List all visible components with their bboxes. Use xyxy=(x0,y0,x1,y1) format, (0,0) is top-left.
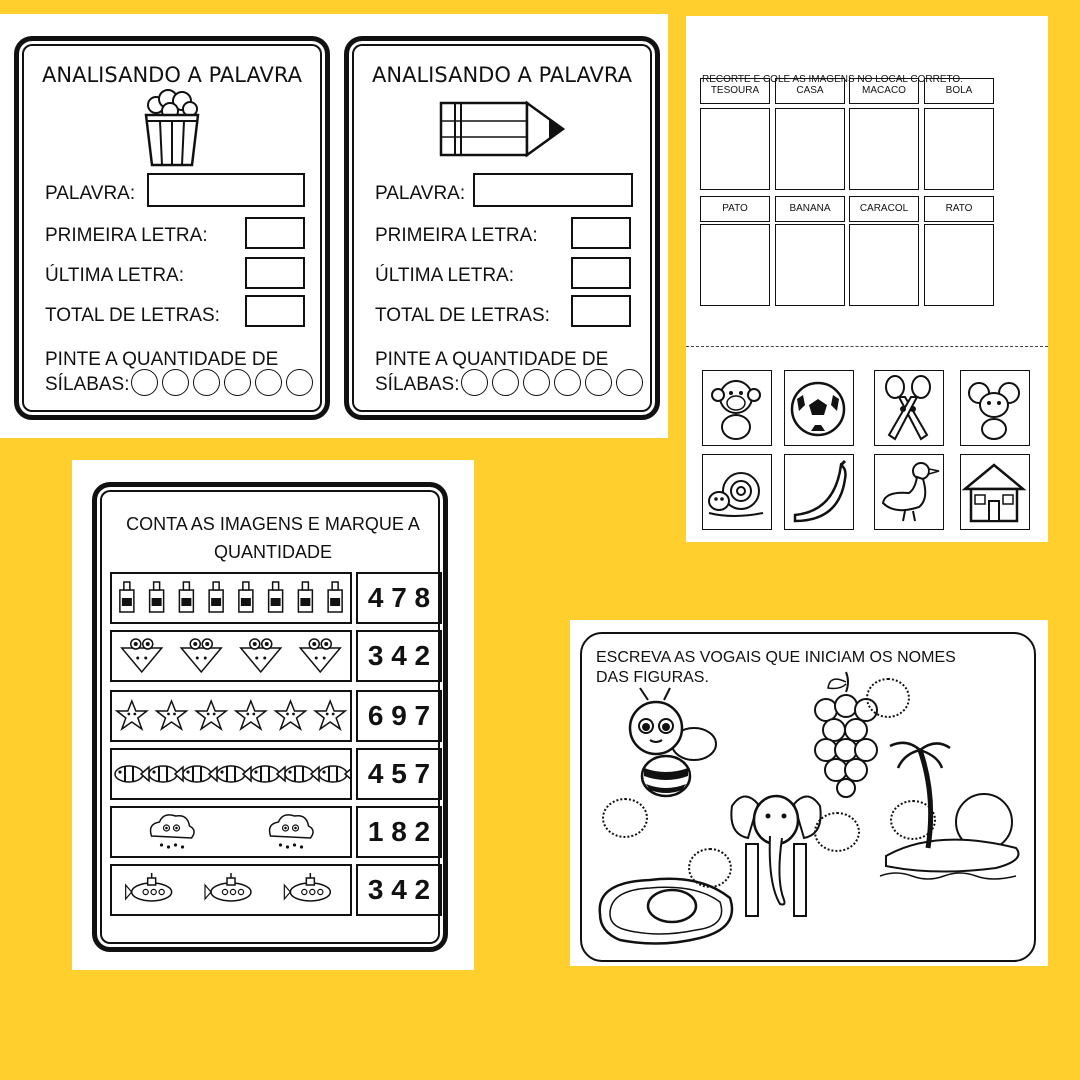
monkey-icon[interactable] xyxy=(702,370,772,446)
soccer-ball-icon[interactable] xyxy=(784,370,854,446)
ultima-letra-field[interactable] xyxy=(245,257,305,289)
total-letras-label: TOTAL DE LETRAS: xyxy=(375,305,550,326)
silabas-label: SÍLABAS: xyxy=(45,374,130,395)
clownfish-icon xyxy=(217,766,251,782)
option[interactable]: 5 xyxy=(391,758,407,789)
conta-title-line1: CONTA AS IMAGENS E MARQUE A xyxy=(126,514,420,534)
paste-cell-banana[interactable] xyxy=(775,224,845,306)
analisando-card-popcorn xyxy=(14,36,330,420)
option[interactable]: 9 xyxy=(391,700,407,731)
starfish-icon xyxy=(196,701,226,729)
vowel-circle-grapes[interactable] xyxy=(866,678,910,718)
option[interactable]: 8 xyxy=(391,816,407,847)
count-options-submarine[interactable] xyxy=(356,864,442,916)
total-letras-label: TOTAL DE LETRAS: xyxy=(45,305,220,326)
primeira-letra-field[interactable] xyxy=(571,217,631,249)
snail-icon[interactable] xyxy=(702,454,772,530)
vowel-circle-island[interactable] xyxy=(890,800,936,840)
watermelon-icon xyxy=(241,639,281,672)
scissors-icon[interactable] xyxy=(874,370,944,446)
label-bola: BOLA xyxy=(924,78,994,104)
house-icon[interactable] xyxy=(960,454,1030,530)
option[interactable]: 7 xyxy=(391,582,407,613)
option[interactable]: 7 xyxy=(414,758,431,789)
starfish-icon xyxy=(157,701,187,729)
primeira-letra-label: PRIMEIRA LETRA: xyxy=(45,225,208,246)
silabas-circles[interactable] xyxy=(131,369,313,396)
label-tesoura: TESOURA xyxy=(700,78,770,104)
conta-title xyxy=(72,510,474,566)
elephant-icon xyxy=(728,784,824,929)
conta-title-line2: QUANTIDADE xyxy=(213,542,332,562)
analisando-card-pencil xyxy=(344,36,660,420)
clownfish-icon xyxy=(183,766,217,782)
primeira-letra-label: PRIMEIRA LETRA: xyxy=(375,225,538,246)
vogais-instruction-line2: DAS FIGURAS. xyxy=(596,669,709,686)
option[interactable]: 3 xyxy=(367,874,384,905)
paste-cell-pato[interactable] xyxy=(700,224,770,306)
paste-cell-caracol[interactable] xyxy=(849,224,919,306)
option[interactable]: 8 xyxy=(414,582,431,613)
card-title: ANALISANDO A PALAVRA xyxy=(42,63,302,87)
submarine-icon xyxy=(284,873,330,901)
label-rato: RATO xyxy=(924,196,994,222)
count-options-clownfish[interactable] xyxy=(356,748,442,800)
cloud-icon xyxy=(270,815,314,849)
option[interactable]: 6 xyxy=(367,700,384,731)
option[interactable]: 4 xyxy=(367,758,384,789)
silabas-label: SÍLABAS: xyxy=(375,374,460,395)
watermelon-icon xyxy=(300,639,340,672)
clownfish-icon xyxy=(251,766,285,782)
glue-icon xyxy=(120,582,134,612)
primeira-letra-field[interactable] xyxy=(245,217,305,249)
count-strip-watermelon xyxy=(110,630,352,682)
cloud-icon xyxy=(151,815,195,849)
label-macaco: MACACO xyxy=(849,78,919,104)
palavra-field[interactable] xyxy=(473,173,633,207)
vogais-sheet xyxy=(570,620,1048,966)
total-letras-field[interactable] xyxy=(245,295,305,327)
palavra-label: PALAVRA: xyxy=(375,183,466,204)
glue-icon xyxy=(328,582,342,612)
cut-line xyxy=(686,346,1048,347)
watermelon-icon xyxy=(181,639,221,672)
card-title: ANALISANDO A PALAVRA xyxy=(372,63,632,87)
label-casa: CASA xyxy=(775,78,845,104)
starfish-icon xyxy=(236,701,266,729)
glue-icon xyxy=(179,582,193,612)
count-strip-glue xyxy=(110,572,352,624)
submarine-icon xyxy=(205,873,251,901)
starfish-icon xyxy=(276,701,306,729)
ultima-letra-field[interactable] xyxy=(571,257,631,289)
silabas-circles[interactable] xyxy=(461,369,643,396)
popcorn-icon xyxy=(140,87,204,172)
label-caracol: CARACOL xyxy=(849,196,919,222)
clownfish-icon xyxy=(285,766,319,782)
starfish-icon xyxy=(315,701,345,729)
paste-cell-casa[interactable] xyxy=(775,108,845,190)
glue-icon xyxy=(298,582,312,612)
starfish-icon xyxy=(117,701,147,729)
pencil-icon xyxy=(437,97,567,166)
option[interactable]: 4 xyxy=(367,582,384,613)
vowel-circle-elephant[interactable] xyxy=(814,812,860,852)
pinte-label: PINTE A QUANTIDADE DE xyxy=(375,349,609,370)
count-strip-submarine xyxy=(110,864,352,916)
palavra-label: PALAVRA: xyxy=(45,183,136,204)
paste-cell-tesoura[interactable] xyxy=(700,108,770,190)
glue-icon xyxy=(269,582,283,612)
vogais-instruction-line1: ESCREVA AS VOGAIS QUE INICIAM OS NOMES xyxy=(596,649,956,666)
mouse-icon[interactable] xyxy=(960,370,1030,446)
recorte-instruction: RECORTE E COLE AS IMAGENS NO LOCAL CORRETO. xyxy=(702,74,963,85)
watermelon-icon xyxy=(122,639,162,672)
analisando-sheet xyxy=(0,14,668,438)
count-strip-cloud xyxy=(110,806,352,858)
glue-icon xyxy=(239,582,253,612)
clownfish-icon xyxy=(115,766,149,782)
duck-icon[interactable] xyxy=(874,454,944,530)
option[interactable]: 2 xyxy=(414,816,431,847)
count-strip-clownfish xyxy=(110,748,352,800)
option[interactable]: 4 xyxy=(391,874,407,905)
total-letras-field[interactable] xyxy=(571,295,631,327)
option[interactable]: 3 xyxy=(367,640,384,671)
ultima-letra-label: ÚLTIMA LETRA: xyxy=(45,265,185,286)
paste-cell-bola[interactable] xyxy=(924,108,994,190)
label-banana: BANANA xyxy=(775,196,845,222)
ultima-letra-label: ÚLTIMA LETRA: xyxy=(375,265,515,286)
option[interactable]: 2 xyxy=(414,874,431,905)
label-pato: PATO xyxy=(700,196,770,222)
recorte-sheet xyxy=(686,16,1048,542)
palavra-field[interactable] xyxy=(147,173,305,207)
option[interactable]: 2 xyxy=(414,640,431,671)
paste-cell-macaco[interactable] xyxy=(849,108,919,190)
submarine-icon xyxy=(126,873,172,901)
clownfish-icon xyxy=(149,766,183,782)
vowel-circle-bee[interactable] xyxy=(602,798,648,838)
glue-icon xyxy=(150,582,164,612)
option[interactable]: 1 xyxy=(367,816,384,847)
option[interactable]: 7 xyxy=(414,700,431,731)
clownfish-icon xyxy=(319,766,350,782)
count-options-cloud[interactable] xyxy=(356,806,442,858)
pinte-label: PINTE A QUANTIDADE DE xyxy=(45,349,279,370)
count-strip-starfish xyxy=(110,690,352,742)
banana-icon[interactable] xyxy=(784,454,854,530)
count-options-glue[interactable] xyxy=(356,572,442,624)
glue-icon xyxy=(209,582,223,612)
conta-sheet xyxy=(72,460,474,970)
vowel-circle-egg[interactable] xyxy=(688,848,732,888)
count-options-starfish[interactable] xyxy=(356,690,442,742)
count-options-watermelon[interactable] xyxy=(356,630,442,682)
paste-cell-rato[interactable] xyxy=(924,224,994,306)
option[interactable]: 4 xyxy=(391,640,407,671)
